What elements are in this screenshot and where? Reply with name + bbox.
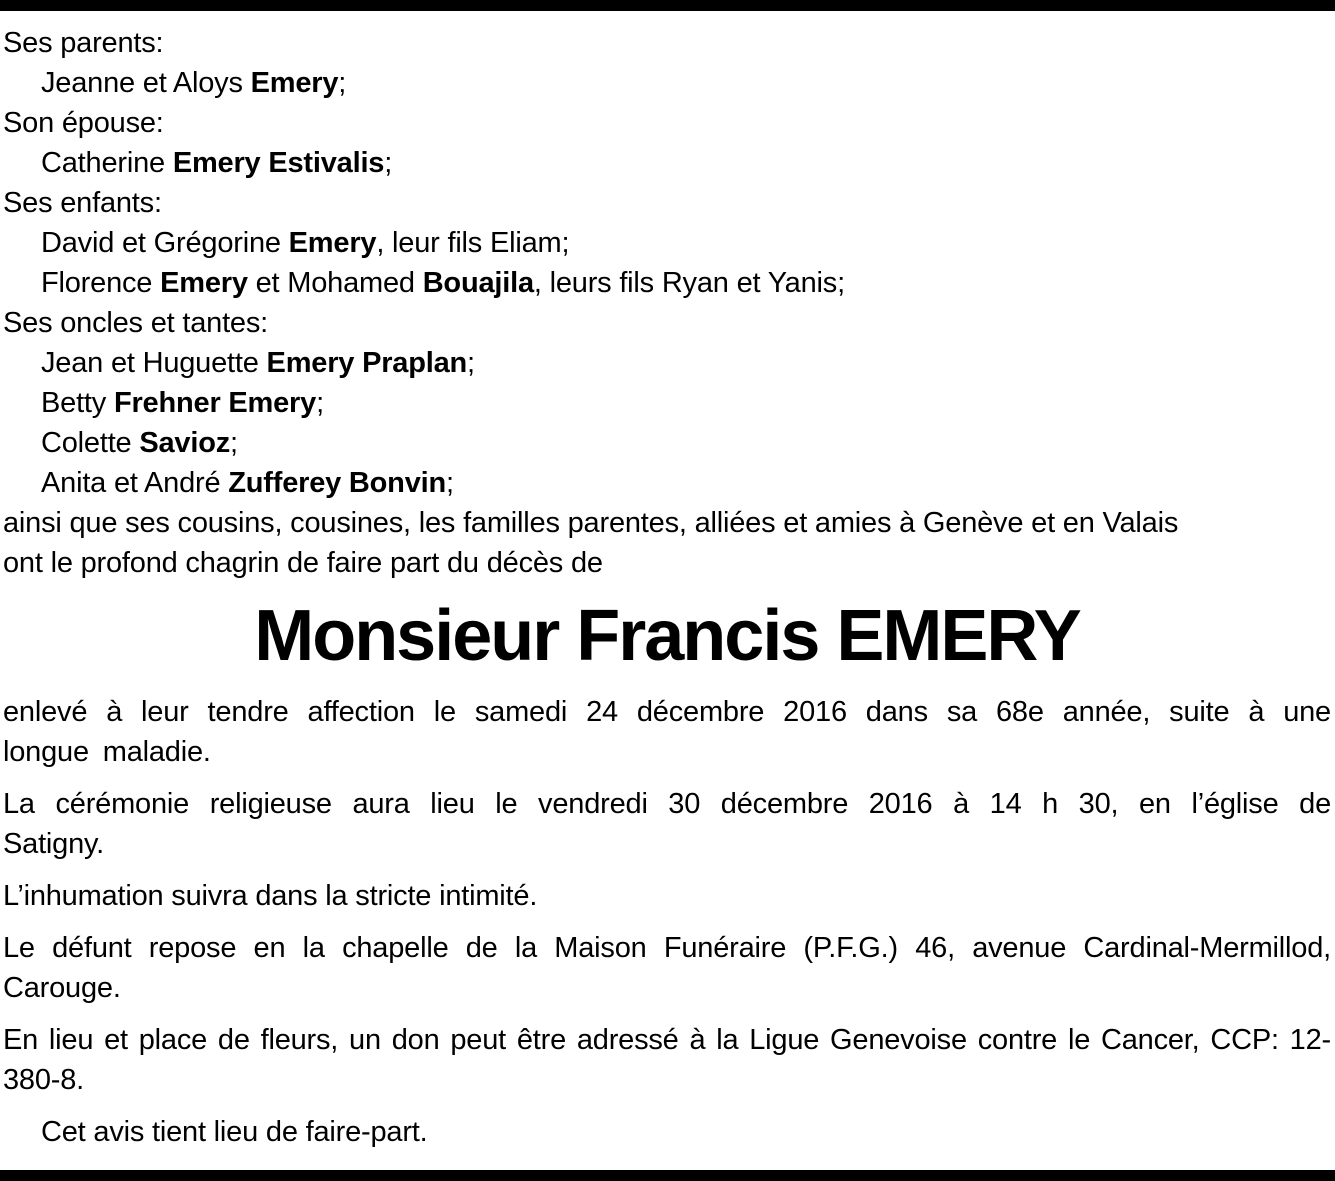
line-jean-huguette: Jean et Huguette Emery Praplan;: [41, 347, 475, 379]
line-child-david: David et Grégorine Emery, leur fils Eliam;: [41, 227, 570, 259]
notice-body: [0, 11, 1335, 1152]
line-spouse-name: Catherine Emery Estivalis;: [41, 147, 393, 179]
line-anita-andre: Anita et André Zufferey Bonvin;: [41, 467, 454, 499]
line-parents-names: Jeanne et Aloys Emery;: [41, 67, 347, 99]
death-paragraph: enlevé à leur tendre affection le samedi 24 décembre 2016 dans sa 68e année, suite à une longue maladie.: [3, 696, 1331, 768]
line-betty: Betty Frehner Emery;: [41, 387, 324, 419]
label-ses-enfants: Ses enfants:: [3, 187, 162, 219]
label-oncles-tantes: Ses oncles et tantes:: [3, 307, 269, 339]
line-child-florence: Florence Emery et Mohamed Bouajila, leurs fils Ryan et Yanis;: [41, 267, 845, 299]
family-list: [3, 23, 1331, 583]
label-son-epouse: Son épouse:: [3, 107, 164, 139]
ceremony-paragraph: La cérémonie religieuse aura lieu le vendredi 30 décembre 2016 à 14 h 30, en l’église de Satigny.: [3, 788, 1331, 860]
avis-line: Cet avis tient lieu de faire-part.: [41, 1116, 428, 1148]
bottom-rule: [0, 1170, 1335, 1181]
line-cousins-familles: ainsi que ses cousins, cousines, les familles parentes, alliées et amies à Genève et en Valais: [3, 507, 1179, 539]
line-colette: Colette Savioz;: [41, 427, 238, 459]
repose-paragraph: Le défunt repose en la chapelle de la Maison Funéraire (P.F.G.) 46, avenue Cardinal-Mermillod, Carouge.: [3, 932, 1331, 1004]
line-chagrin-intro: ont le profond chagrin de faire part du décès de: [3, 547, 603, 579]
inhumation-paragraph: L’inhumation suivra dans la stricte intimité.: [3, 880, 538, 912]
donation-paragraph: En lieu et place de fleurs, un don peut être adressé à la Ligue Genevoise contre le Cancer, CCP: 12-380-8.: [3, 1024, 1331, 1096]
label-ses-parents: Ses parents:: [3, 27, 164, 59]
deceased-name-title: Monsieur Francis EMERY: [254, 596, 1080, 676]
top-rule: [0, 0, 1335, 11]
